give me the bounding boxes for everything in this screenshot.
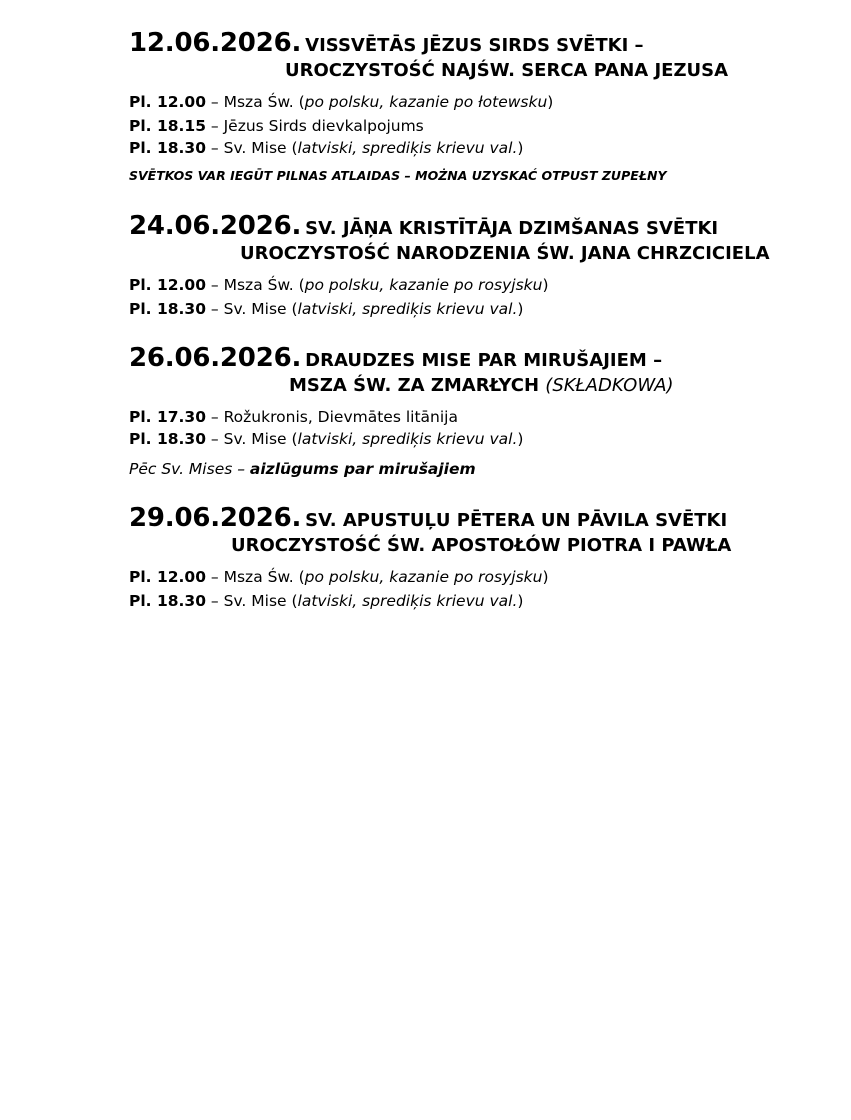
service-row (129, 567, 809, 587)
service-separator: – (206, 93, 224, 111)
event-title-pl (240, 245, 809, 263)
service-time: Pl. 18.30 (129, 300, 206, 318)
service-row (129, 116, 809, 136)
prayer-note (129, 459, 809, 479)
service-time: Pl. 18.30 (129, 430, 206, 448)
service-language: latviski, sprediķis krievu val. (297, 300, 518, 318)
service-time: Pl. 18.30 (129, 139, 206, 157)
service-text: Sv. Mise ( (223, 300, 298, 318)
service-text: Msza Św. ( (223, 276, 305, 294)
event-section (129, 345, 809, 479)
service-separator: – (206, 592, 224, 610)
service-separator: – (206, 276, 224, 294)
service-row (129, 299, 809, 319)
event-date: 29.06.2026. (129, 503, 302, 533)
service-language: latviski, sprediķis krievu val. (297, 139, 518, 157)
event-title-pl (285, 62, 809, 80)
event-heading (129, 30, 809, 80)
event-title-pl-text: MSZA ŚW. ZA ZMARŁYCH (289, 375, 540, 396)
service-separator: – (206, 408, 224, 426)
event-title-pl (231, 537, 809, 555)
service-text: Msza Św. ( (223, 568, 305, 586)
service-time: Pl. 12.00 (129, 276, 206, 294)
service-list (129, 567, 809, 611)
event-title-lv: VISSVĒTĀS JĒZUS SIRDS SVĒTKI – (305, 35, 644, 56)
event-title-pl-text: UROCZYSTOŚĆ ŚW. APOSTOŁÓW PIOTRA I PAWŁA (231, 535, 732, 556)
service-separator: – (206, 430, 224, 448)
event-title-pl (289, 377, 809, 395)
service-language: po polsku, kazanie po rosyjsku (304, 568, 543, 586)
event-heading (129, 213, 809, 263)
prayer-text: aizlūgums par mirušajiem (249, 460, 476, 478)
event-date: 24.06.2026. (129, 211, 302, 241)
service-row (129, 407, 809, 427)
service-row (129, 92, 809, 112)
service-text: Jēzus Sirds dievkalpojums (223, 117, 424, 135)
service-separator: – (206, 117, 224, 135)
service-language: po polsku, kazanie po łotewsku (304, 93, 548, 111)
event-section (129, 213, 809, 323)
service-language: latviski, sprediķis krievu val. (297, 430, 518, 448)
service-language: po polsku, kazanie po rosyjsku (304, 276, 543, 294)
event-title-pl-text: UROCZYSTOŚĆ NAJŚW. SERCA PANA JEZUSA (285, 60, 729, 81)
service-separator: – (206, 568, 224, 586)
service-time: Pl. 17.30 (129, 408, 206, 426)
event-title-pl-text: UROCZYSTOŚĆ NARODZENIA ŚW. JANA CHRZCICIELA (240, 243, 770, 264)
service-language: latviski, sprediķis krievu val. (297, 592, 518, 610)
service-text: Sv. Mise ( (223, 139, 298, 157)
event-heading (129, 345, 809, 395)
service-end: ) (517, 430, 524, 448)
event-section (129, 30, 809, 183)
service-text: Msza Św. ( (223, 93, 305, 111)
service-separator: – (206, 139, 224, 157)
service-end: ) (517, 300, 524, 318)
event-heading (129, 505, 809, 555)
service-row (129, 591, 809, 611)
service-text: Sv. Mise ( (223, 592, 298, 610)
service-time: Pl. 12.00 (129, 93, 206, 111)
service-end: ) (542, 276, 549, 294)
event-date: 12.06.2026. (129, 28, 302, 58)
event-date: 26.06.2026. (129, 343, 302, 373)
event-section (129, 505, 809, 615)
prayer-lead: Pēc Sv. Mises – (129, 460, 250, 478)
service-text: Sv. Mise ( (223, 430, 298, 448)
service-row (129, 275, 809, 295)
service-list (129, 92, 809, 158)
service-end: ) (517, 139, 524, 157)
event-title-lv: SV. JĀŅA KRISTĪTĀJA DZIMŠANAS SVĒTKI (305, 218, 719, 239)
service-end: ) (542, 568, 549, 586)
service-time: Pl. 18.30 (129, 592, 206, 610)
service-row (129, 429, 809, 449)
service-text: Rožukronis, Dievmātes litānija (223, 408, 458, 426)
event-title-lv: DRAUDZES MISE PAR MIRUŠAJIEM – (305, 350, 663, 371)
event-title-lv: SV. APUSTUĻU PĒTERA UN PĀVILA SVĒTKI (305, 510, 728, 531)
service-row (129, 138, 809, 158)
indulgence-note: SVĒTKOS VAR IEGŪT PILNAS ATLAIDAS – MOŻNA UZYSKAĆ OTPUST ZUPEŁNY (129, 168, 667, 183)
service-list (129, 407, 809, 449)
event-title-pl-note: (SKŁADKOWA) (545, 375, 674, 396)
service-list (129, 275, 809, 319)
service-time: Pl. 12.00 (129, 568, 206, 586)
service-time: Pl. 18.15 (129, 117, 206, 135)
service-end: ) (547, 93, 554, 111)
service-separator: – (206, 300, 224, 318)
service-end: ) (517, 592, 524, 610)
